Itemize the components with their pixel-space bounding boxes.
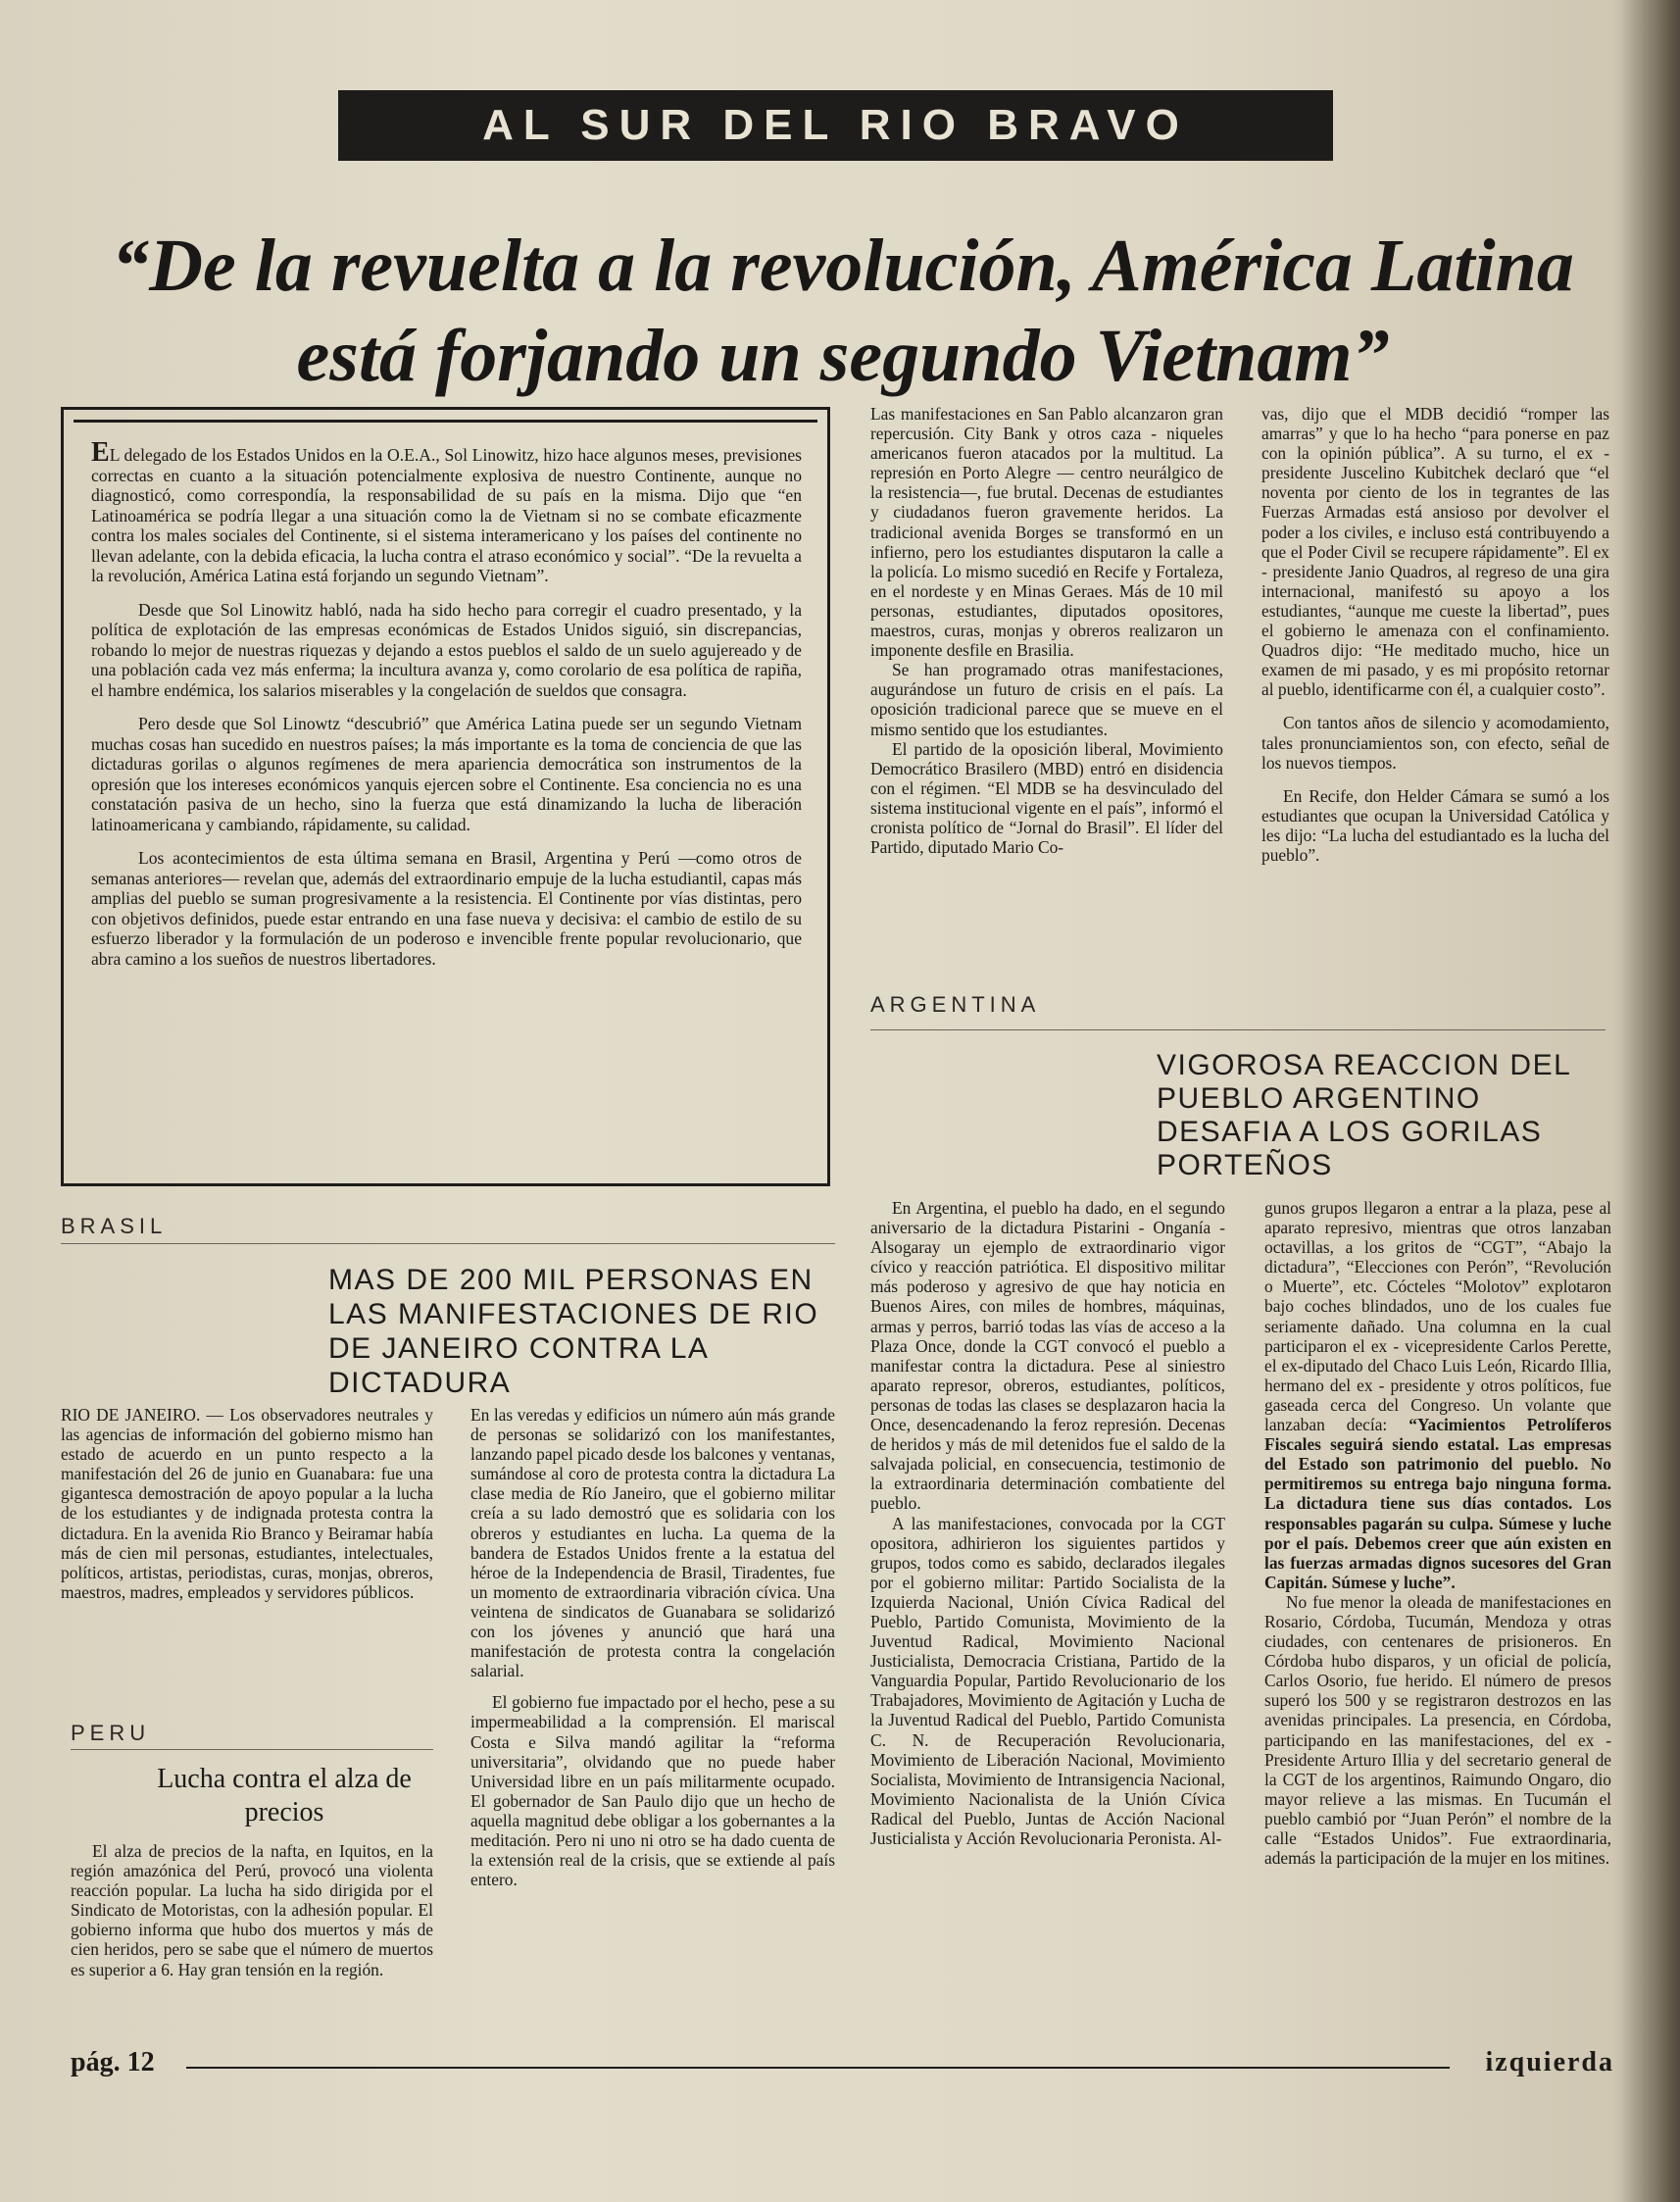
article-paragraph: vas, dijo que el MDB decidió “romper las amarras” y que lo ha hecho “para ponerse en paz con la opinión pública”. A su turno, el ex - presidente Juscelino Kubitchek declaró que “el noventa por ciento de los in tegrantes de las Fuerzas Armadas está ansioso por devolver el poder a los civiles, e incluso está contribuyendo a que el Poder Civil se recupere rápidamente”. El ex - presidente Janio Quadros, al regreso de una gira internacional, manifestó su apoyo a los estudiantes, “aunque me cueste la libertad”, pues el gobierno le amenaza con el confinamiento. Quadros dijo: “He meditado mucho, hice un examen de mi pasado, y es mi propósito retornar al pueblo, identificarme con él, a cualquier costo”. [1261, 404, 1609, 700]
article-paragraph: A las manifestaciones, convocada por la CGT opositora, adhirieron los siguientes partidos y grupos, todos como es sabido, declarados ilegales por el gobierno militar: Partido Socialista de la Izquierda Nacional, Unión Cívica Radical del Pueblo, Partido Comunista, Movimiento de la Juventud Radical, Movimiento Nacional Justicialista, Democracia Cristiana, Partido de la Vanguardia Popular, Partido Revolucionario de los Trabajadores, Movimiento de Agitación y Lucha de la Juventud Radical del Pueblo, Partido Comunista C. N. de Recuperación Revolucionaria, Movimiento de Liberación Nacional, Movimiento Socialista, Movimiento de Intransigencia Nacional, Movimiento Nacionalista de la Unión Cívica Radical del Pueblo, Juntas de Acción Nacional Justicialista y Acción Revolucionaria Peronista. Al- [870, 1513, 1225, 1848]
page-edge-shadow [1621, 0, 1680, 2202]
intro-paragraph-1-text: L delegado de los Estados Unidos en la O.E.A., Sol Linowitz, hizo hace algunos meses, previsiones correctas en cuanto a la situación potencialmente explosiva de nuestro Continente, aunque no diagnosticó, como correspondía, la responsabilidad de su país en la misma. Dijo que “en Latinoamérica se podría llegar a una situación como la de Vietnam si no se combate eficazmente contra los males sociales del Continente, si el sistema interamericano y los países del continente no llevan adelante, con la debida eficacia, la lucha contra el atraso económico y social”. “De la revuelta a la revolución, América Latina está forjando un segundo Vietnam”. [91, 445, 802, 585]
pamphlet-quote: “Yacimientos Petrolíferos Fiscales seguirá siendo estatal. Las empresas del Estado son patrimonio del pueblo. No permitiremos su entrega bajo ninguna forma. La dictadura tiene sus días contados. Los responsables pagarán su culpa. Súmese y luche por el país. Debemos creer que aún existen en las fuerzas armadas dignos sucesores del Gran Capitán. Súmese y luche”. [1264, 1415, 1611, 1592]
brasil-rule [61, 1243, 835, 1244]
article-paragraph [1264, 1198, 1611, 1592]
article-paragraph: En Recife, don Helder Cámara se sumó a los estudiantes que ocupan la Universidad Católica y les dijo: “La lucha del estudiantado es la lucha del pueblo”. [1261, 785, 1609, 865]
article-paragraph: El alza de precios de la nafta, en Iquitos, en la región amazónica del Perú, provocó una violenta reacción popular. La lucha ha sido dirigida por el Sindicato de Motoristas, con la adhesión popular. El gobierno informa que hubo dos muertos y más de cien heridos, pero se sabe que el número de muertos es superior a 6. Hay gran tensión en la región. [71, 1841, 433, 1979]
peru-column [71, 1841, 433, 1979]
intro-paragraph-3: Pero desde que Sol Linowtz “descubrió” que América Latina puede ser un segundo Vietnam muchas cosas han sucedido en nuestros países; la más importante es la toma de conciencia de que las dictaduras gorilas o algunos regímenes de mera apariencia democrática son instrumentos de la opresión que los intereses económicos yanquis ejercen sobre el Continente. Esa conciencia no es una constatación pasiva de un hecho, sino la fuerza que está dinamizando la lucha de liberación latinoamericana y cambiando, rápidamente, su calidad. [91, 714, 802, 834]
intro-paragraph-1 [91, 437, 802, 586]
article-paragraph: No fue menor la oleada de manifestaciones en Rosario, Córdoba, Tucumán, Mendoza y otras ciudades, con centenares de prisioneros. En Córdoba hubo disparos, y un oficial de policía, Carlos Osorio, fue herido. El número de presos superó los 500 y se registraron destrozos en las avenidas principales. La presencia, en Córdoba, participando en las manifestaciones, del ex - Presidente Arturo Illia y del secretario general de la CGT de los argentinos, Raimundo Ongaro, dio mayor relieve a las mismas. En Tucumán el pueblo cambió por “Juan Perón” el nombre de la calle “Estados Unidos”. Fue extraordinaria, además la participación de la mujer en los mitines. [1264, 1591, 1611, 1869]
argentina-rule [870, 1029, 1606, 1030]
article-paragraph: En Argentina, el pueblo ha dado, en el segundo aniversario de la dictadura Pistarini - Onganía - Alsogaray un ejemplo de extraordinario vigor cívico y reacción patriótica. El dispositivo militar más poderoso y agresivo de que hay noticia en Buenos Aires, con miles de hombres, máquinas, armas y perros, barrió todas las vías de acceso a la Plaza Once, donde la CGT convocó el pueblo a manifestar contra la dictadura. Pese al siniestro aparato represor, obreros, estudiantes, políticos, personas de todas las clases se desplazaron hacia la Once, desencadenando la feroz represión. Decenas de heridos y más de mil detenidos fue el saldo de la salvajada policial, en consecuencia, testimonio de la extraordinaria determinación combatiente del pueblo. [870, 1198, 1225, 1514]
article-text: gunos grupos llegaron a entrar a la plaza, pese al aparato represivo, mientras que otros lanzaban octavillas, a los gritos de “CGT”, “Abajo la dictadura”, “Elecciones con Perón”, “Revolución o Muerte”, etc. Cócteles “Molotov” explotaron bajo coches blindados, uno de los cuales fue seriamente dañado. Una columna en la cual participaron el ex - vicepresidente Carlos Perette, el ex-diputado del Chaco Luis León, Ricardo Illia, hermano del ex - presidente y otros políticos, fue gaseada cerca del Congreso. Un volante que lanzaban decía: [1264, 1198, 1611, 1435]
page-number: pág. 12 [71, 2047, 155, 2077]
argentina-kicker: ARGENTINA [870, 992, 1041, 1017]
peru-kicker: PERU [71, 1721, 151, 1745]
brasil-column-1 [61, 1405, 433, 1602]
brasil-top-column-1 [870, 404, 1223, 857]
argentina-column-1 [870, 1198, 1225, 1848]
main-headline: “De la revuelta a la revolución, América Latina está forjando un segundo Vietnam” [112, 225, 1574, 397]
article-paragraph: Las manifestaciones en San Pablo alcanzaron gran repercusión. City Bank y otros caza - niqueles americanos fueron atacados por la multitud. La represión en Porto Alegre — centro neurálgico de la resistencia—, fue brutal. Decenas de estudiantes y ciudadanos fueron gravemente heridos. La tradicional avenida Borges se transformó en un infierno, pero los estudiantes disputaron la calle a la policía. Lo mismo sucedió en Recife y Fortaleza, en el nordeste y en Minas Geraes. Más de 10 mil personas, estudiantes, diputados opositores, maestros, curas, monjas y obreros realizaron un imponente desfile en Brasilia. [870, 404, 1223, 661]
intro-paragraph-4: Los acontecimientos de esta última semana en Brasil, Argentina y Perú —como otros de semanas anteriores— revelan que, además del extraordinario empuje de la lucha estudiantil, capas más amplias del pueblo se suman progresivamente a la resistencia. El Continente por vías distintas, pero con objetivos definidos, puede estar entrando en una fase nueva y decisiva: el cambio de estilo de su esfuerzo liberador y la formulación de un poderoso e invencible frente popular revolucionario, que abra camino a los sueños de nuestros libertadores. [91, 848, 802, 969]
brasil-headline: MAS DE 200 MIL PERSONAS EN LAS MANIFESTACIONES DE RIO DE JANEIRO CONTRA LA DICTADURA [328, 1264, 819, 1399]
article-paragraph: El partido de la oposición liberal, Movimiento Democrático Brasilero (MBD) entró en disidencia con el régimen. “El MDB se ha desvinculado del sistema institucional vigente en el país”, informó el cronista político de “Jornal do Brasil”. El líder del Partido, diputado Mario Co- [870, 738, 1223, 858]
brasil-kicker: BRASIL [61, 1214, 168, 1238]
peru-headline: Lucha contra el alza de precios [157, 1764, 412, 1827]
brasil-column-2 [470, 1405, 835, 1889]
intro-box [61, 407, 830, 1186]
article-paragraph: En las veredas y edificios un número aún más grande de personas se solidarizó con los manifestantes, lanzando papel picado desde los balcones y ventanas, sumándose al coro de protesta contra la dictadura La clase media de Río Janeiro, que el gobierno militar creía a su lado demostró que es solidaria con los obreros y estudiantes en lucha. La quema de la bandera de Estados Unidos frente a la estatua del héroe de la Independencia de Brasil, Tiradentes, fue un momento de extraordinaria vibración cívica. Una veintena de sindicatos de Guanabara se solidarizó con los jóvenes y anunció que hará una manifestación de protesta contra la congelación salarial. [470, 1405, 835, 1681]
article-paragraph: El gobierno fue impactado por el hecho, pese a su impermeabilidad a la comprensión. El mariscal Costa e Silva mandó agilitar la “reforma universitaria”, olvidando que no puede haber Universidad libre en un país militarmente ocupado. El gobernador de San Paulo dijo que un hecho de aquella magnitud debe obligar a los gobernantes a la meditación. Pero ni uno ni otro se ha dado cuenta de la extensión real de la crisis, que se extiende al país entero. [470, 1692, 835, 1890]
dropcap: E [91, 437, 110, 468]
magazine-name: izquierda [1485, 2047, 1614, 2077]
page-footer [71, 2047, 1614, 2086]
argentina-column-2 [1264, 1198, 1611, 1868]
footer-rule [186, 2067, 1450, 2069]
peru-rule [71, 1749, 433, 1750]
article-paragraph: Con tantos años de silencio y acomodamiento, tales pronunciamientos son, con efecto, señal de los nuevos tiempos. [1261, 713, 1609, 773]
section-banner: AL SUR DEL RIO BRAVO [338, 90, 1333, 161]
argentina-headline: VIGOROSA REACCION DEL PUEBLO ARGENTINO DESAFIA A LOS GORILAS PORTEÑOS [1157, 1049, 1571, 1181]
article-paragraph: Se han programado otras manifestaciones, augurándose un futuro de crisis en el país. La oposición tradicional parece que se mueve en el mismo sentido que los estudiantes. [870, 660, 1223, 739]
article-paragraph: RIO DE JANEIRO. — Los observadores neutrales y las agencias de información del gobierno mismo han estado de acuerdo en un punto respecto a la manifestación del 26 de junio en Guanabara: fue una gigantesca demostración de apoyo popular a la lucha de los estudiantes y de indignada protesta contra la dictadura. En la avenida Rio Branco y Beiramar había más de cien mil personas, estudiantes, intelectuales, políticos, artistas, periodistas, curas, monjas, obreros, maestros, madres, empleados y servidores públicos. [61, 1405, 433, 1602]
intro-paragraph-2: Desde que Sol Linowitz habló, nada ha sido hecho para corregir el cuadro presentado, y la política de explotación de las empresas económicas de Estados Unidos siguió, sin discrepancias, robando lo mejor de nuestras riquezas y dejando a estos pueblos el saldo de un suelo agujereado y de una población cada vez más enferma; la incultura avanza y, como corolario de esa política de rapiña, el hambre endémica, los salarios miserables y la congelación de sueldos que consagra. [91, 599, 802, 700]
brasil-top-column-2 [1261, 404, 1609, 865]
intro-box-rule [74, 420, 817, 423]
